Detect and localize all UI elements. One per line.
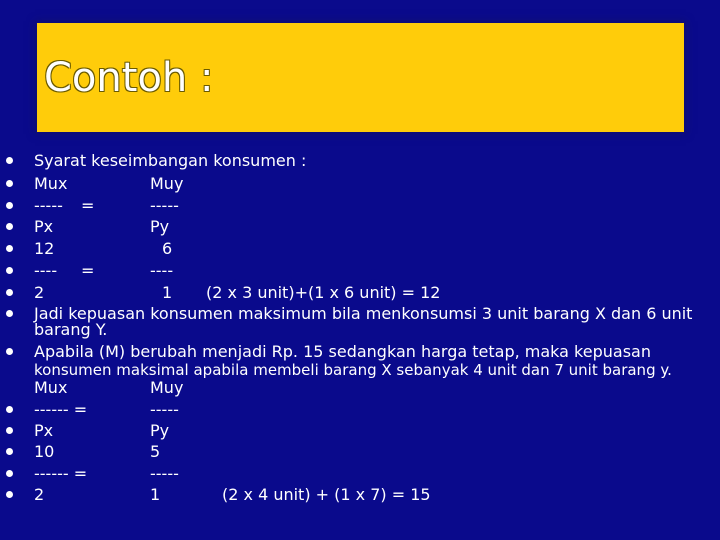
bullet-continuation [0, 378, 720, 398]
bullet-item [0, 174, 720, 194]
bullet-text: ---- [34, 261, 58, 280]
bullet-icon [6, 180, 13, 187]
bullet-text: 2 [34, 283, 45, 302]
bullet-text: 12 [34, 239, 55, 258]
bullet-text: Mux [34, 378, 68, 397]
bullet-text: Apabila (M) berubah menjadi Rp. 15 sedangkan harga tetap, maka kepuasan [34, 342, 651, 361]
bullet-text: 6 [162, 239, 173, 258]
bullet-text: = [81, 196, 95, 215]
slide-title: Contoh : [44, 55, 214, 101]
bullet-text: ----- [150, 400, 179, 419]
bullet-text: 1 [162, 283, 173, 302]
bullet-icon [6, 310, 13, 317]
bullet-item [0, 239, 720, 259]
bullet-item [0, 261, 720, 281]
bullet-item [0, 442, 720, 462]
bullet-item [0, 217, 720, 237]
bullet-item [0, 283, 720, 303]
bullet-item [0, 400, 720, 420]
bullet-icon [6, 289, 13, 296]
bullet-item [0, 196, 720, 216]
bullet-icon [6, 267, 13, 274]
bullet-text: ---- [150, 261, 174, 280]
bullet-icon [6, 406, 13, 413]
bullet-icon [6, 348, 13, 355]
bullet-text: ------ = [34, 464, 88, 483]
bullet-text: Py [150, 421, 170, 440]
bullet-continuation [0, 320, 720, 340]
bullet-text: Mux [34, 174, 68, 193]
bullet-text: ------ = [34, 400, 88, 419]
bullet-text: Px [34, 421, 54, 440]
bullet-item [0, 342, 720, 362]
bullet-text: Px [34, 217, 54, 236]
bullet-text: 5 [150, 442, 161, 461]
bullet-text: 10 [34, 442, 55, 461]
bullet-text: 2 [34, 485, 45, 504]
bullet-text: (2 x 4 unit) + (1 x 7) = 15 [222, 485, 431, 504]
bullet-text: Syarat keseimbangan konsumen : [34, 151, 307, 170]
bullet-text: ----- [150, 464, 179, 483]
bullet-icon [6, 223, 13, 230]
bullet-item [0, 464, 720, 484]
bullet-icon [6, 427, 13, 434]
bullet-icon [6, 491, 13, 498]
bullet-text: konsumen maksimal apabila membeli barang X sebanyak 4 unit dan 7 unit barang y. [34, 361, 672, 379]
bullet-text: Py [150, 217, 170, 236]
bullet-icon [6, 470, 13, 477]
bullet-text: Jadi kepuasan konsumen maksimum bila menkonsumsi 3 unit barang X dan 6 unit [34, 304, 693, 323]
bullet-text: = [81, 261, 95, 280]
bullet-text: ----- [34, 196, 63, 215]
bullet-item [0, 151, 720, 171]
bullet-text: ----- [150, 196, 179, 215]
bullet-icon [6, 202, 13, 209]
bullet-text: (2 x 3 unit)+(1 x 6 unit) = 12 [206, 283, 441, 302]
bullet-item [0, 485, 720, 505]
bullet-icon [6, 245, 13, 252]
bullet-icon [6, 157, 13, 164]
bullet-item [0, 421, 720, 441]
bullet-text: 1 [150, 485, 161, 504]
bullet-text: Muy [150, 174, 184, 193]
bullet-icon [6, 448, 13, 455]
bullet-continuation [0, 360, 720, 380]
bullet-text: barang Y. [34, 320, 108, 339]
bullet-text: Muy [150, 378, 184, 397]
